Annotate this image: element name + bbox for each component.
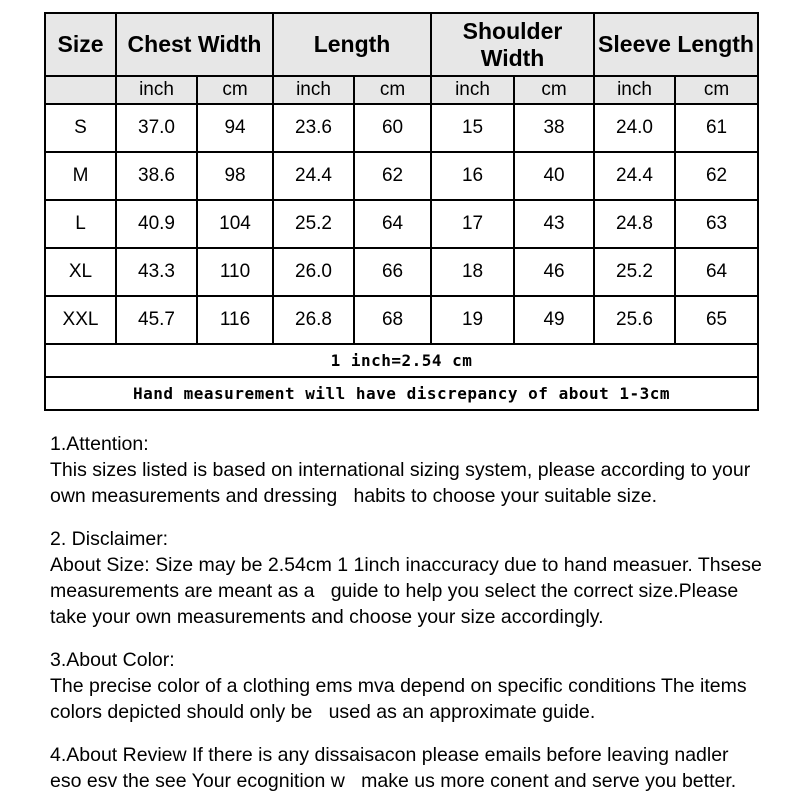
table-row-xxl (45, 296, 758, 344)
section-attention (50, 431, 764, 509)
table-note-row-inch-conversion (45, 344, 758, 377)
size-cell: XXL (45, 296, 116, 344)
value-cell: 64 (354, 200, 431, 248)
value-cell: 110 (197, 248, 273, 296)
header-cell-length: Length (273, 13, 431, 76)
value-cell: 104 (197, 200, 273, 248)
value-cell: 25.6 (594, 296, 675, 344)
section-heading: 1.Attention: (50, 433, 149, 455)
value-cell: 65 (675, 296, 758, 344)
value-cell: 23.6 (273, 104, 354, 152)
value-cell: 40 (514, 152, 594, 200)
size-cell: XL (45, 248, 116, 296)
note-hand-measurement: Hand measurement will have discrepancy of about 1-3cm (45, 377, 758, 410)
value-cell: 64 (675, 248, 758, 296)
section-body: About Size: Size may be 2.54cm 1 1inch inaccuracy due to hand measuer. Thsese measurements are meant as a guide to help you select the correct size.Please take your own measurements and choose your size accordingly. (50, 554, 768, 628)
size-cell: L (45, 200, 116, 248)
header-cell-shoulder-width: Shoulder Width (431, 13, 594, 76)
value-cell: 62 (354, 152, 431, 200)
table-note-row-discrepancy (45, 377, 758, 410)
value-cell: 16 (431, 152, 514, 200)
value-cell: 98 (197, 152, 273, 200)
section-body: The precise color of a clothing ems mva depend on specific conditions The items colors depicted should only be used as an approximate guide. (50, 675, 753, 723)
value-cell: 38 (514, 104, 594, 152)
value-cell: 43.3 (116, 248, 197, 296)
value-cell: 62 (675, 152, 758, 200)
value-cell: 38.6 (116, 152, 197, 200)
header-cell-size: Size (45, 13, 116, 76)
value-cell: 37.0 (116, 104, 197, 152)
table-row-m (45, 152, 758, 200)
unit-cell: inch (594, 76, 675, 104)
unit-cell: cm (675, 76, 758, 104)
value-cell: 94 (197, 104, 273, 152)
unit-cell: cm (197, 76, 273, 104)
section-heading: 3.About Color: (50, 649, 175, 671)
unit-cell: inch (431, 76, 514, 104)
table-units-row (45, 76, 758, 104)
section-heading: 2. Disclaimer: (50, 528, 169, 550)
notes-text-block (50, 431, 768, 794)
unit-cell: inch (116, 76, 197, 104)
value-cell: 116 (197, 296, 273, 344)
table-row-xl (45, 248, 758, 296)
value-cell: 17 (431, 200, 514, 248)
value-cell: 66 (354, 248, 431, 296)
value-cell: 25.2 (594, 248, 675, 296)
value-cell: 24.4 (594, 152, 675, 200)
section-body: 4.About Review If there is any dissaisacon please emails before leaving nadler eso esv the see Your ecognition w make us more conent and serve you better. (50, 744, 737, 792)
size-chart-table (44, 12, 759, 411)
value-cell: 45.7 (116, 296, 197, 344)
value-cell: 60 (354, 104, 431, 152)
section-about-color (50, 647, 764, 725)
value-cell: 61 (675, 104, 758, 152)
value-cell: 25.2 (273, 200, 354, 248)
value-cell: 40.9 (116, 200, 197, 248)
unit-cell: cm (514, 76, 594, 104)
note-inch-conversion: 1 inch=2.54 cm (45, 344, 758, 377)
header-cell-chest-width: Chest Width (116, 13, 273, 76)
value-cell: 18 (431, 248, 514, 296)
value-cell: 15 (431, 104, 514, 152)
header-cell-sleeve-length: Sleeve Length (594, 13, 758, 76)
section-disclaimer (50, 526, 768, 630)
value-cell: 24.8 (594, 200, 675, 248)
value-cell: 26.8 (273, 296, 354, 344)
unit-cell-empty (45, 76, 116, 104)
value-cell: 46 (514, 248, 594, 296)
value-cell: 19 (431, 296, 514, 344)
unit-cell: cm (354, 76, 431, 104)
size-cell: M (45, 152, 116, 200)
table-row-l (45, 200, 758, 248)
table-row-s (45, 104, 758, 152)
value-cell: 68 (354, 296, 431, 344)
section-body: This sizes listed is based on international sizing system, please according to your own measurements and dressing habits to choose your suitable size. (50, 459, 756, 507)
unit-cell: inch (273, 76, 354, 104)
value-cell: 24.4 (273, 152, 354, 200)
value-cell: 26.0 (273, 248, 354, 296)
value-cell: 63 (675, 200, 758, 248)
table-header-row (45, 13, 758, 76)
size-cell: S (45, 104, 116, 152)
value-cell: 24.0 (594, 104, 675, 152)
value-cell: 49 (514, 296, 594, 344)
value-cell: 43 (514, 200, 594, 248)
section-about-review (50, 742, 764, 794)
